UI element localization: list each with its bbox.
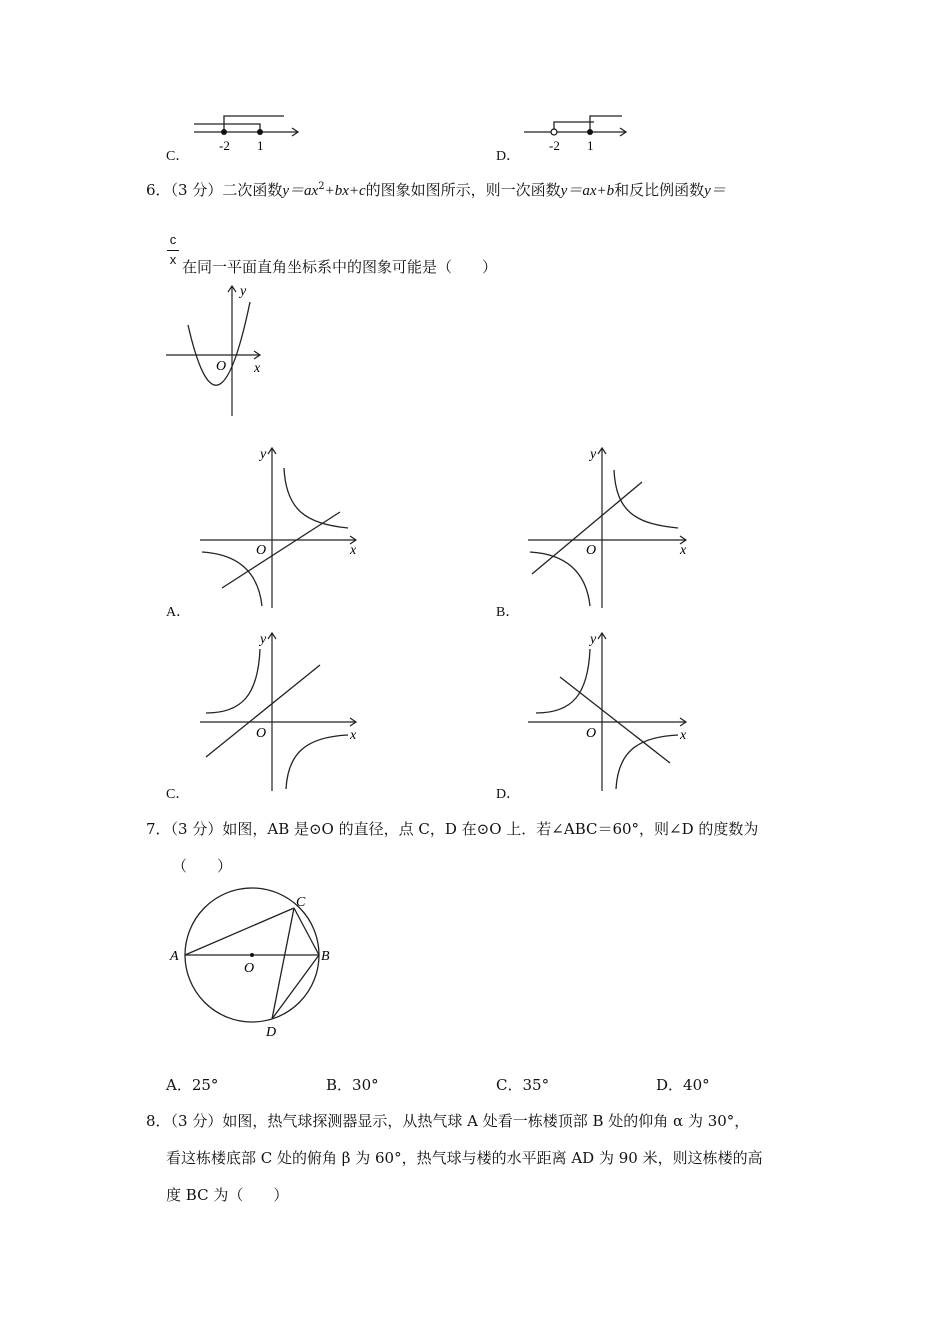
- svg-text:O: O: [586, 726, 597, 741]
- q6-option-d-label[interactable]: D．: [496, 787, 521, 802]
- q5-option-c-label[interactable]: C．: [166, 149, 190, 164]
- svg-text:y: y: [240, 284, 247, 299]
- q6-parabola-figure: [160, 280, 270, 420]
- svg-text:x: x: [680, 543, 687, 558]
- svg-text:x: x: [254, 361, 261, 376]
- q7-text: 如图，AB 是⊙O 的直径，点 C，D 在⊙O 上．若∠ABC＝60°，则∠D 的度数为: [222, 820, 759, 838]
- tick-neg2: -2: [549, 138, 560, 153]
- svg-text:y: y: [590, 447, 597, 462]
- q6-option-c-graph: [196, 625, 366, 795]
- q6-fraction-numerator: c: [169, 232, 177, 247]
- q6-number: 6．: [146, 181, 171, 199]
- svg-text:y: y: [590, 632, 597, 647]
- svg-text:O: O: [216, 359, 227, 374]
- q6-option-a-label[interactable]: A．: [166, 605, 191, 620]
- svg-text:x: x: [350, 728, 357, 743]
- q7-circle-figure: [166, 884, 346, 1044]
- q6-option-b-graph: [524, 440, 694, 610]
- q7-choice-a[interactable]: A．25°: [166, 1076, 219, 1094]
- q5-option-d-numberline: [520, 108, 640, 154]
- q6-option-c-label[interactable]: C．: [166, 787, 190, 802]
- point-a: A: [170, 949, 179, 964]
- tick-1: 1: [257, 138, 264, 153]
- q7-stem: [146, 818, 758, 839]
- svg-text:O: O: [256, 726, 267, 741]
- q8-stem-line3: 度 BC 为（ ）: [166, 1186, 289, 1204]
- tick-1: 1: [587, 138, 594, 153]
- svg-text:O: O: [256, 543, 267, 558]
- point-b: B: [321, 949, 330, 964]
- q6-score: （3 分）: [170, 181, 223, 199]
- point-d: D: [266, 1025, 277, 1040]
- q6-linear: y＝ax+b: [560, 183, 615, 199]
- q7-number: 7．: [146, 820, 171, 838]
- point-c: C: [296, 895, 306, 910]
- svg-text:x: x: [350, 543, 357, 558]
- q6-option-b-label[interactable]: B．: [496, 605, 520, 620]
- q6-stem-line2: 在同一平面直角坐标系中的图象可能是（ ）: [182, 258, 498, 276]
- q7-choice-d[interactable]: D．40°: [656, 1076, 710, 1094]
- svg-text:y: y: [260, 447, 267, 462]
- q7-choice-b[interactable]: B．30°: [326, 1076, 379, 1094]
- q5-option-d-label[interactable]: D．: [496, 149, 521, 164]
- q6-quadratic: y＝ax: [282, 183, 319, 199]
- q7-answer-paren: （ ）: [172, 857, 233, 875]
- q6-fraction-bar: [167, 250, 179, 251]
- q8-stem-line1: 8．（3 分）如图，热气球探测器显示，从热气球 A 处看一栋楼顶部 B 处的仰角 α 为 30°，: [146, 1112, 750, 1130]
- q8-score: （3 分）: [170, 1112, 223, 1130]
- q7-score: （3 分）: [170, 820, 223, 838]
- q5-option-c-numberline: [190, 108, 310, 154]
- q8-number: 8．: [146, 1112, 171, 1130]
- q6-option-a-graph: [196, 440, 366, 610]
- svg-text:O: O: [586, 543, 597, 558]
- svg-text:y: y: [260, 632, 267, 647]
- q8-stem-line2: 看这栋楼底部 C 处的俯角 β 为 60°，热气球与楼的水平距离 AD 为 90 米，则这栋楼的高: [166, 1149, 763, 1167]
- tick-neg2: -2: [219, 138, 230, 153]
- svg-text:x: x: [680, 728, 687, 743]
- q6-fraction-denominator: x: [169, 252, 177, 267]
- point-o: O: [244, 961, 255, 976]
- q6-stem-line1: 6．（3 分）二次函数$y=ax^2+bx+c$的图象如图所示，则一次函数y＝ax+b和反比例函数y＝: [146, 181, 726, 199]
- q6-option-d-graph: [524, 625, 694, 795]
- q7-choice-c[interactable]: C．35°: [496, 1076, 550, 1094]
